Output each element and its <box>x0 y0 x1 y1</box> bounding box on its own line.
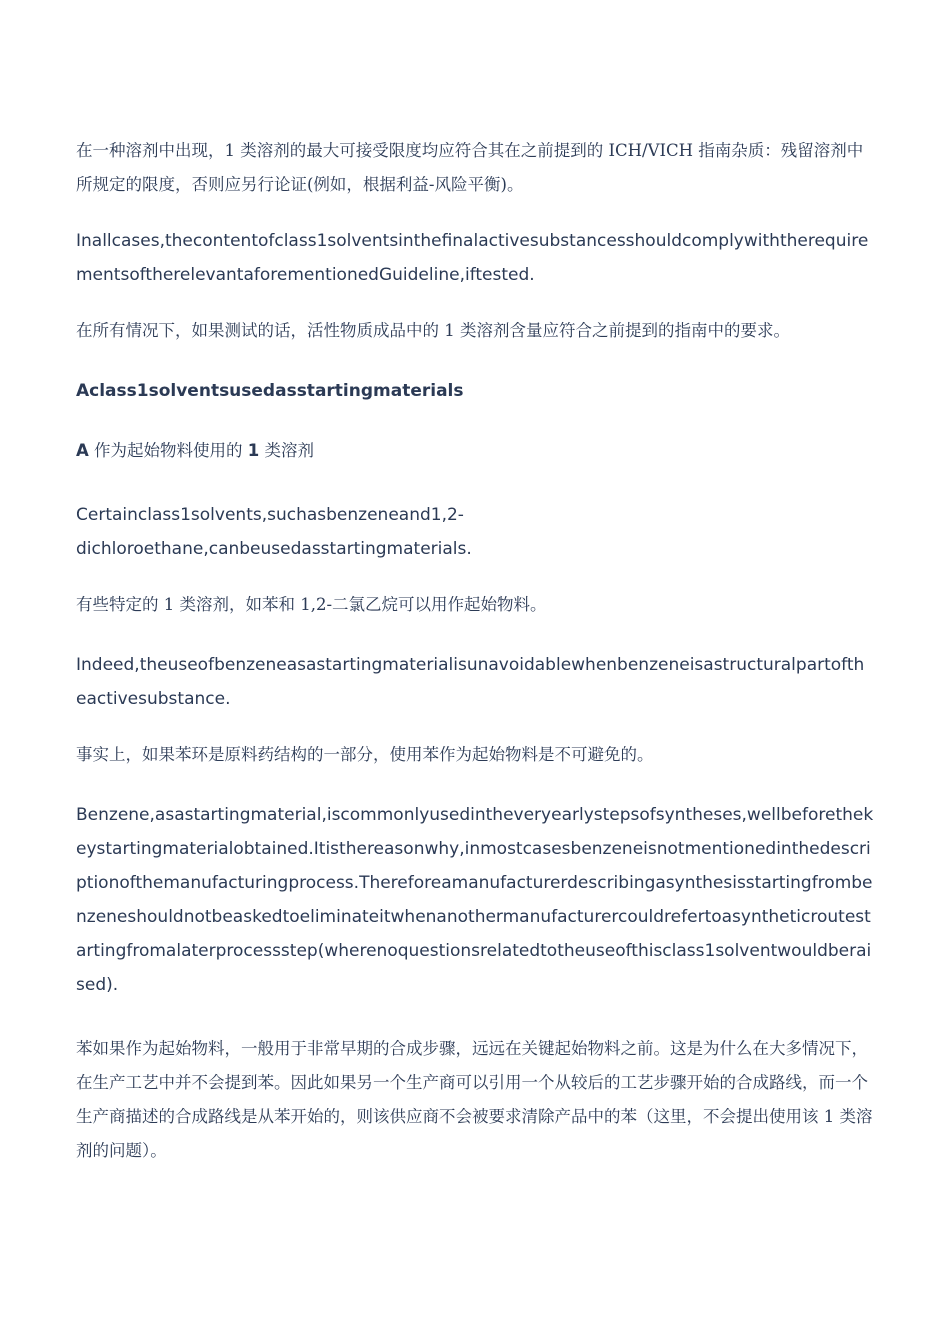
heading-letter: A <box>76 441 89 460</box>
section-heading-chinese <box>76 434 874 468</box>
spacer <box>76 772 874 798</box>
document-page <box>76 134 874 1168</box>
spacer <box>76 468 874 498</box>
spacer <box>76 622 874 648</box>
spacer <box>76 202 874 224</box>
spacer <box>76 348 874 374</box>
paragraph-3-english <box>76 498 874 566</box>
paragraph-3-line-2: dichloroethane,canbeusedasstartingmaterials. <box>76 539 472 559</box>
spacer <box>76 408 874 434</box>
spacer <box>76 716 874 738</box>
paragraph-5-chinese: 苯如果作为起始物料，一般用于非常早期的合成步骤，远远在关键起始物料之前。这是为什么在大多情况下，在生产工艺中并不会提到苯。因此如果另一个生产商可以引用一个从较后的工艺步骤开始的合成路线，而一个生产商描述的合成路线是从苯开始的，则该供应商不会被要求清除产品中的苯（这里，不会提出使用该 1 类溶剂的问题）。 <box>76 1039 873 1160</box>
spacer <box>76 292 874 314</box>
paragraph-1-chinese: 在一种溶剂中出现，1 类溶剂的最大可接受限度均应符合其在之前提到的 ICH/VICH 指南杂质：残留溶剂中所规定的限度，否则应另行论证(例如，根据利益-风险平衡)。 <box>76 141 864 194</box>
heading-number: 1 <box>247 441 260 460</box>
heading-tail: 类溶剂 <box>259 441 315 460</box>
paragraph-2-english: Inallcases,thecontentofclass1solventsinthefinalactivesubstancesshouldcomplywiththerequirementsoftherelevantaforementionedGuideline,iftested. <box>76 231 869 285</box>
spacer <box>76 1002 874 1032</box>
section-heading-english: Aclass1solventsusedasstartingmaterials <box>76 381 464 401</box>
paragraph-5-english: Benzene,asastartingmaterial,iscommonlyusedintheveryearlystepsofsyntheses,wellbeforethekeystartingmaterialobtained.Itisthereasonwhy,inmostcasesbenzeneisnotmentionedinthedescriptionofthemanufacturingprocess.Thereforeamanufacturerdescribingasynthesisstartingfrombenzeneshouldnotbeaskedtoeliminateitwhenanothermanufacturercouldrefertoasyntheticroutestartingfromalaterprocessstep(wherenoquestionsrelatedtotheuseofthisclass1solventwouldberaised). <box>76 805 874 995</box>
paragraph-4-chinese: 事实上，如果苯环是原料药结构的一部分，使用苯作为起始物料是不可避免的。 <box>76 745 654 764</box>
spacer <box>76 566 874 588</box>
paragraph-2-chinese: 在所有情况下，如果测试的话，活性物质成品中的 1 类溶剂含量应符合之前提到的指南中的要求。 <box>76 321 790 340</box>
heading-text: 作为起始物料使用的 <box>88 441 248 460</box>
paragraph-4-english: Indeed,theuseofbenzeneasastartingmaterialisunavoidablewhenbenzeneisastructuralpartoftheactivesubstance. <box>76 655 865 709</box>
paragraph-3-line-1: Certainclass1solvents,suchasbenzeneand1,2- <box>76 505 464 525</box>
paragraph-3-chinese: 有些特定的 1 类溶剂，如苯和 1,2-二氯乙烷可以用作起始物料。 <box>76 595 547 614</box>
